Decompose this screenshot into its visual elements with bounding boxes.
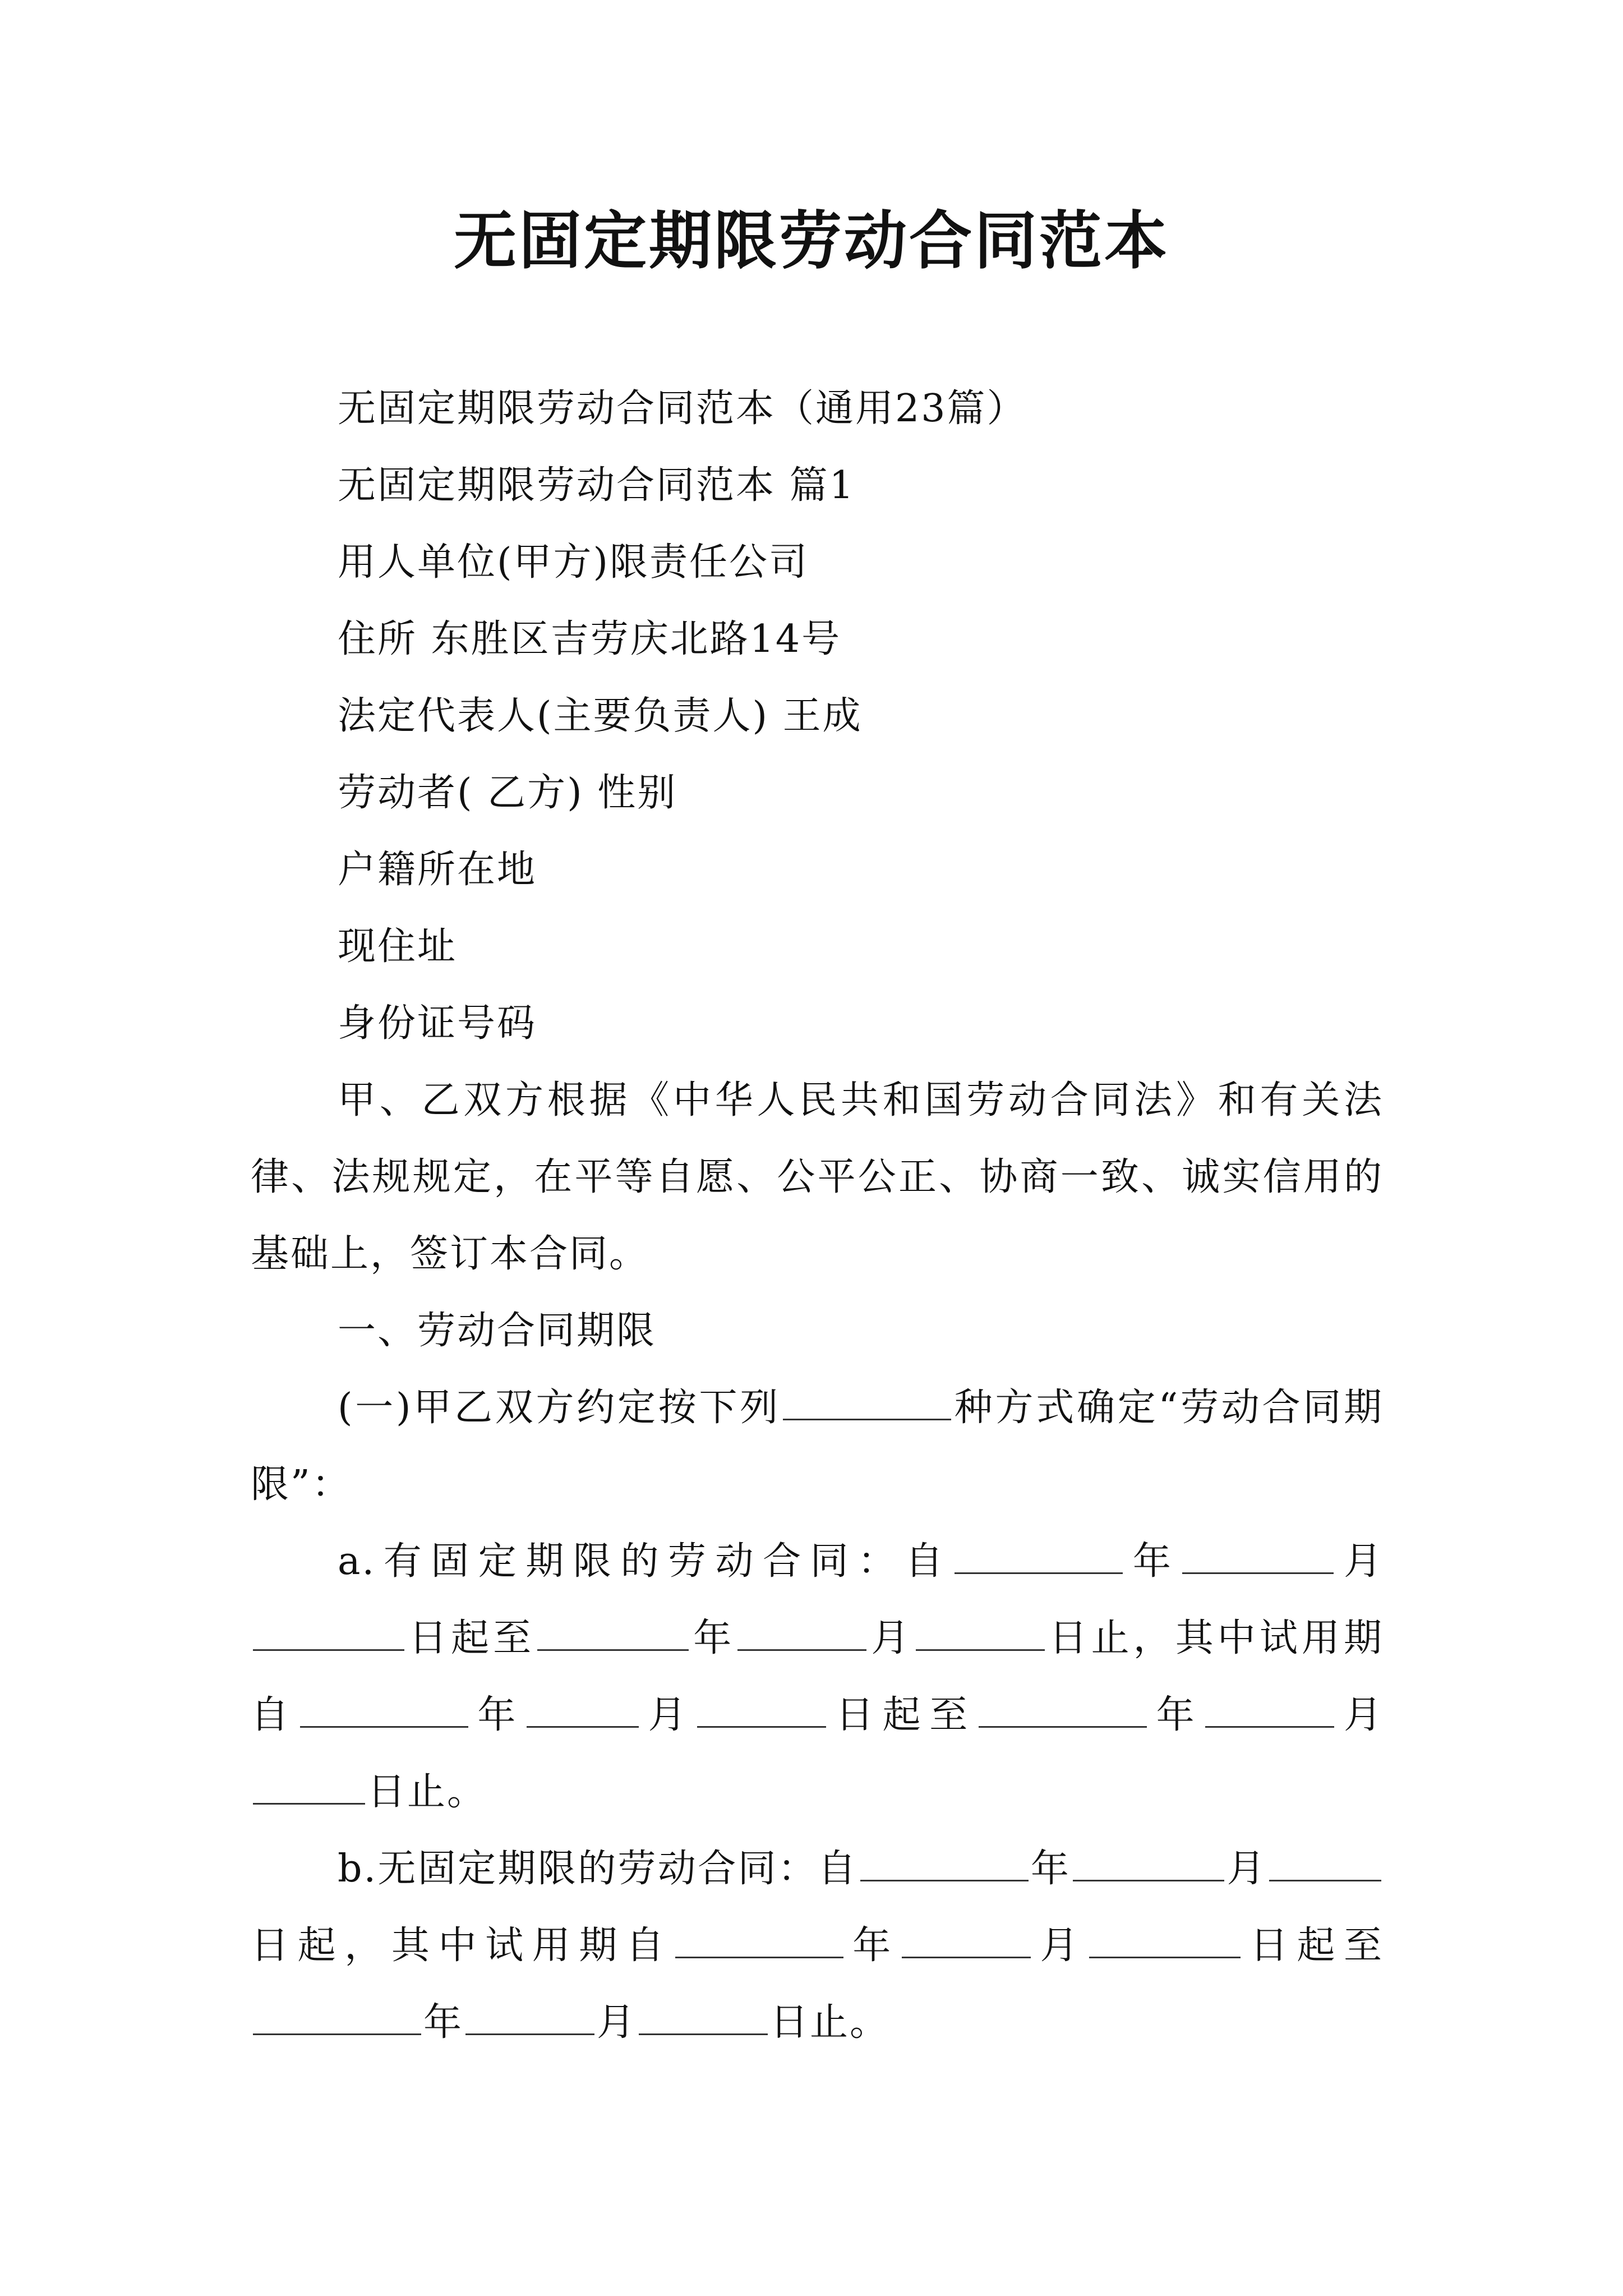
fill-blank	[639, 2033, 768, 2035]
fill-blank	[465, 2033, 594, 2035]
fill-blank	[916, 1649, 1045, 1651]
subtitle: 无固定期限劳动合同范本（通用23篇）	[338, 386, 1027, 431]
worker-line: 劳动者( 乙方) 性别	[338, 771, 677, 815]
current-address-line: 现住址	[338, 924, 458, 969]
clause-text: 月	[1032, 1924, 1087, 1968]
clause-one-sub	[251, 1369, 1384, 1523]
clause-text: 日止。	[770, 2000, 890, 2045]
fill-blank	[1073, 1879, 1224, 1881]
fill-blank	[675, 1956, 843, 1958]
document-body	[251, 370, 1384, 2061]
clause-one-heading: 一、劳动合同期限	[338, 1309, 657, 1353]
fill-blank	[783, 1418, 951, 1420]
clause-text: 年	[1125, 1539, 1181, 1584]
clause-text: 月	[1336, 1693, 1384, 1737]
document-title: 无固定期限劳动合同范本	[454, 204, 1169, 278]
fill-blank	[1182, 1572, 1334, 1574]
clause-text: 日起至	[1243, 1924, 1384, 1968]
clause-text: 月	[597, 2000, 637, 2045]
fill-blank	[253, 1802, 365, 1805]
fill-blank	[537, 1649, 689, 1651]
household-line: 户籍所在地	[338, 848, 537, 892]
clause-text: 日起至	[407, 1616, 536, 1660]
clause-text: 月	[641, 1693, 695, 1737]
legal-rep-line: 法定代表人(主要负责人) 王成	[338, 694, 863, 738]
clause-text: 日止。	[367, 1770, 487, 1814]
clause-text: 年	[1030, 1847, 1071, 1891]
fill-blank	[955, 1572, 1123, 1574]
fill-blank	[1269, 1879, 1381, 1881]
clause-text: 月	[1336, 1539, 1384, 1584]
clause-text: 日起至	[828, 1693, 976, 1737]
fill-blank	[860, 1879, 1029, 1881]
fill-blank	[1205, 1726, 1334, 1728]
employer-line: 用人单位(甲方)限责任公司	[338, 540, 809, 585]
clause-text: a.有固定期限的劳动合同：自	[338, 1539, 953, 1584]
fill-blank	[527, 1726, 639, 1728]
fill-blank	[253, 1649, 404, 1651]
fill-blank	[697, 1726, 826, 1728]
clause-text: 日起，其中试用期自	[251, 1924, 673, 1968]
clause-text: 年	[1149, 1693, 1204, 1737]
fill-blank	[737, 1649, 866, 1651]
clause-text: b.无固定期限的劳动合同：自	[338, 1847, 858, 1891]
section-heading: 无固定期限劳动合同范本 篇1	[338, 463, 855, 508]
clause-text: (一)甲乙双方约定按下列	[338, 1386, 781, 1430]
clause-text: 种方式确定“劳动合同期限”：	[251, 1386, 1384, 1507]
clause-text: 年	[470, 1693, 524, 1737]
clause-text: 年	[845, 1924, 900, 1968]
fill-blank	[300, 1726, 468, 1728]
address-line: 住所 东胜区吉劳庆北路14号	[338, 617, 842, 661]
intro-paragraph: 甲、乙双方根据《中华人民共和国劳动合同法》和有关法律、法规规定，在平等自愿、公平公正、协商一致、诚实信用的基础上，签订本合同。	[251, 1078, 1384, 1276]
option-a-paragraph	[251, 1523, 1384, 1830]
option-b-paragraph	[251, 1830, 1384, 2061]
clause-text: 月	[869, 1616, 914, 1660]
fill-blank	[979, 1726, 1147, 1728]
clause-text: 年	[691, 1616, 736, 1660]
id-number-line: 身份证号码	[338, 1001, 537, 1046]
clause-text: 月	[1227, 1847, 1267, 1891]
fill-blank	[1089, 1956, 1241, 1958]
fill-blank	[902, 1956, 1031, 1958]
clause-text: 年	[423, 2000, 464, 2045]
fill-blank	[253, 2033, 421, 2035]
clause-text: 日止，其中试用期自	[251, 1616, 1384, 1737]
